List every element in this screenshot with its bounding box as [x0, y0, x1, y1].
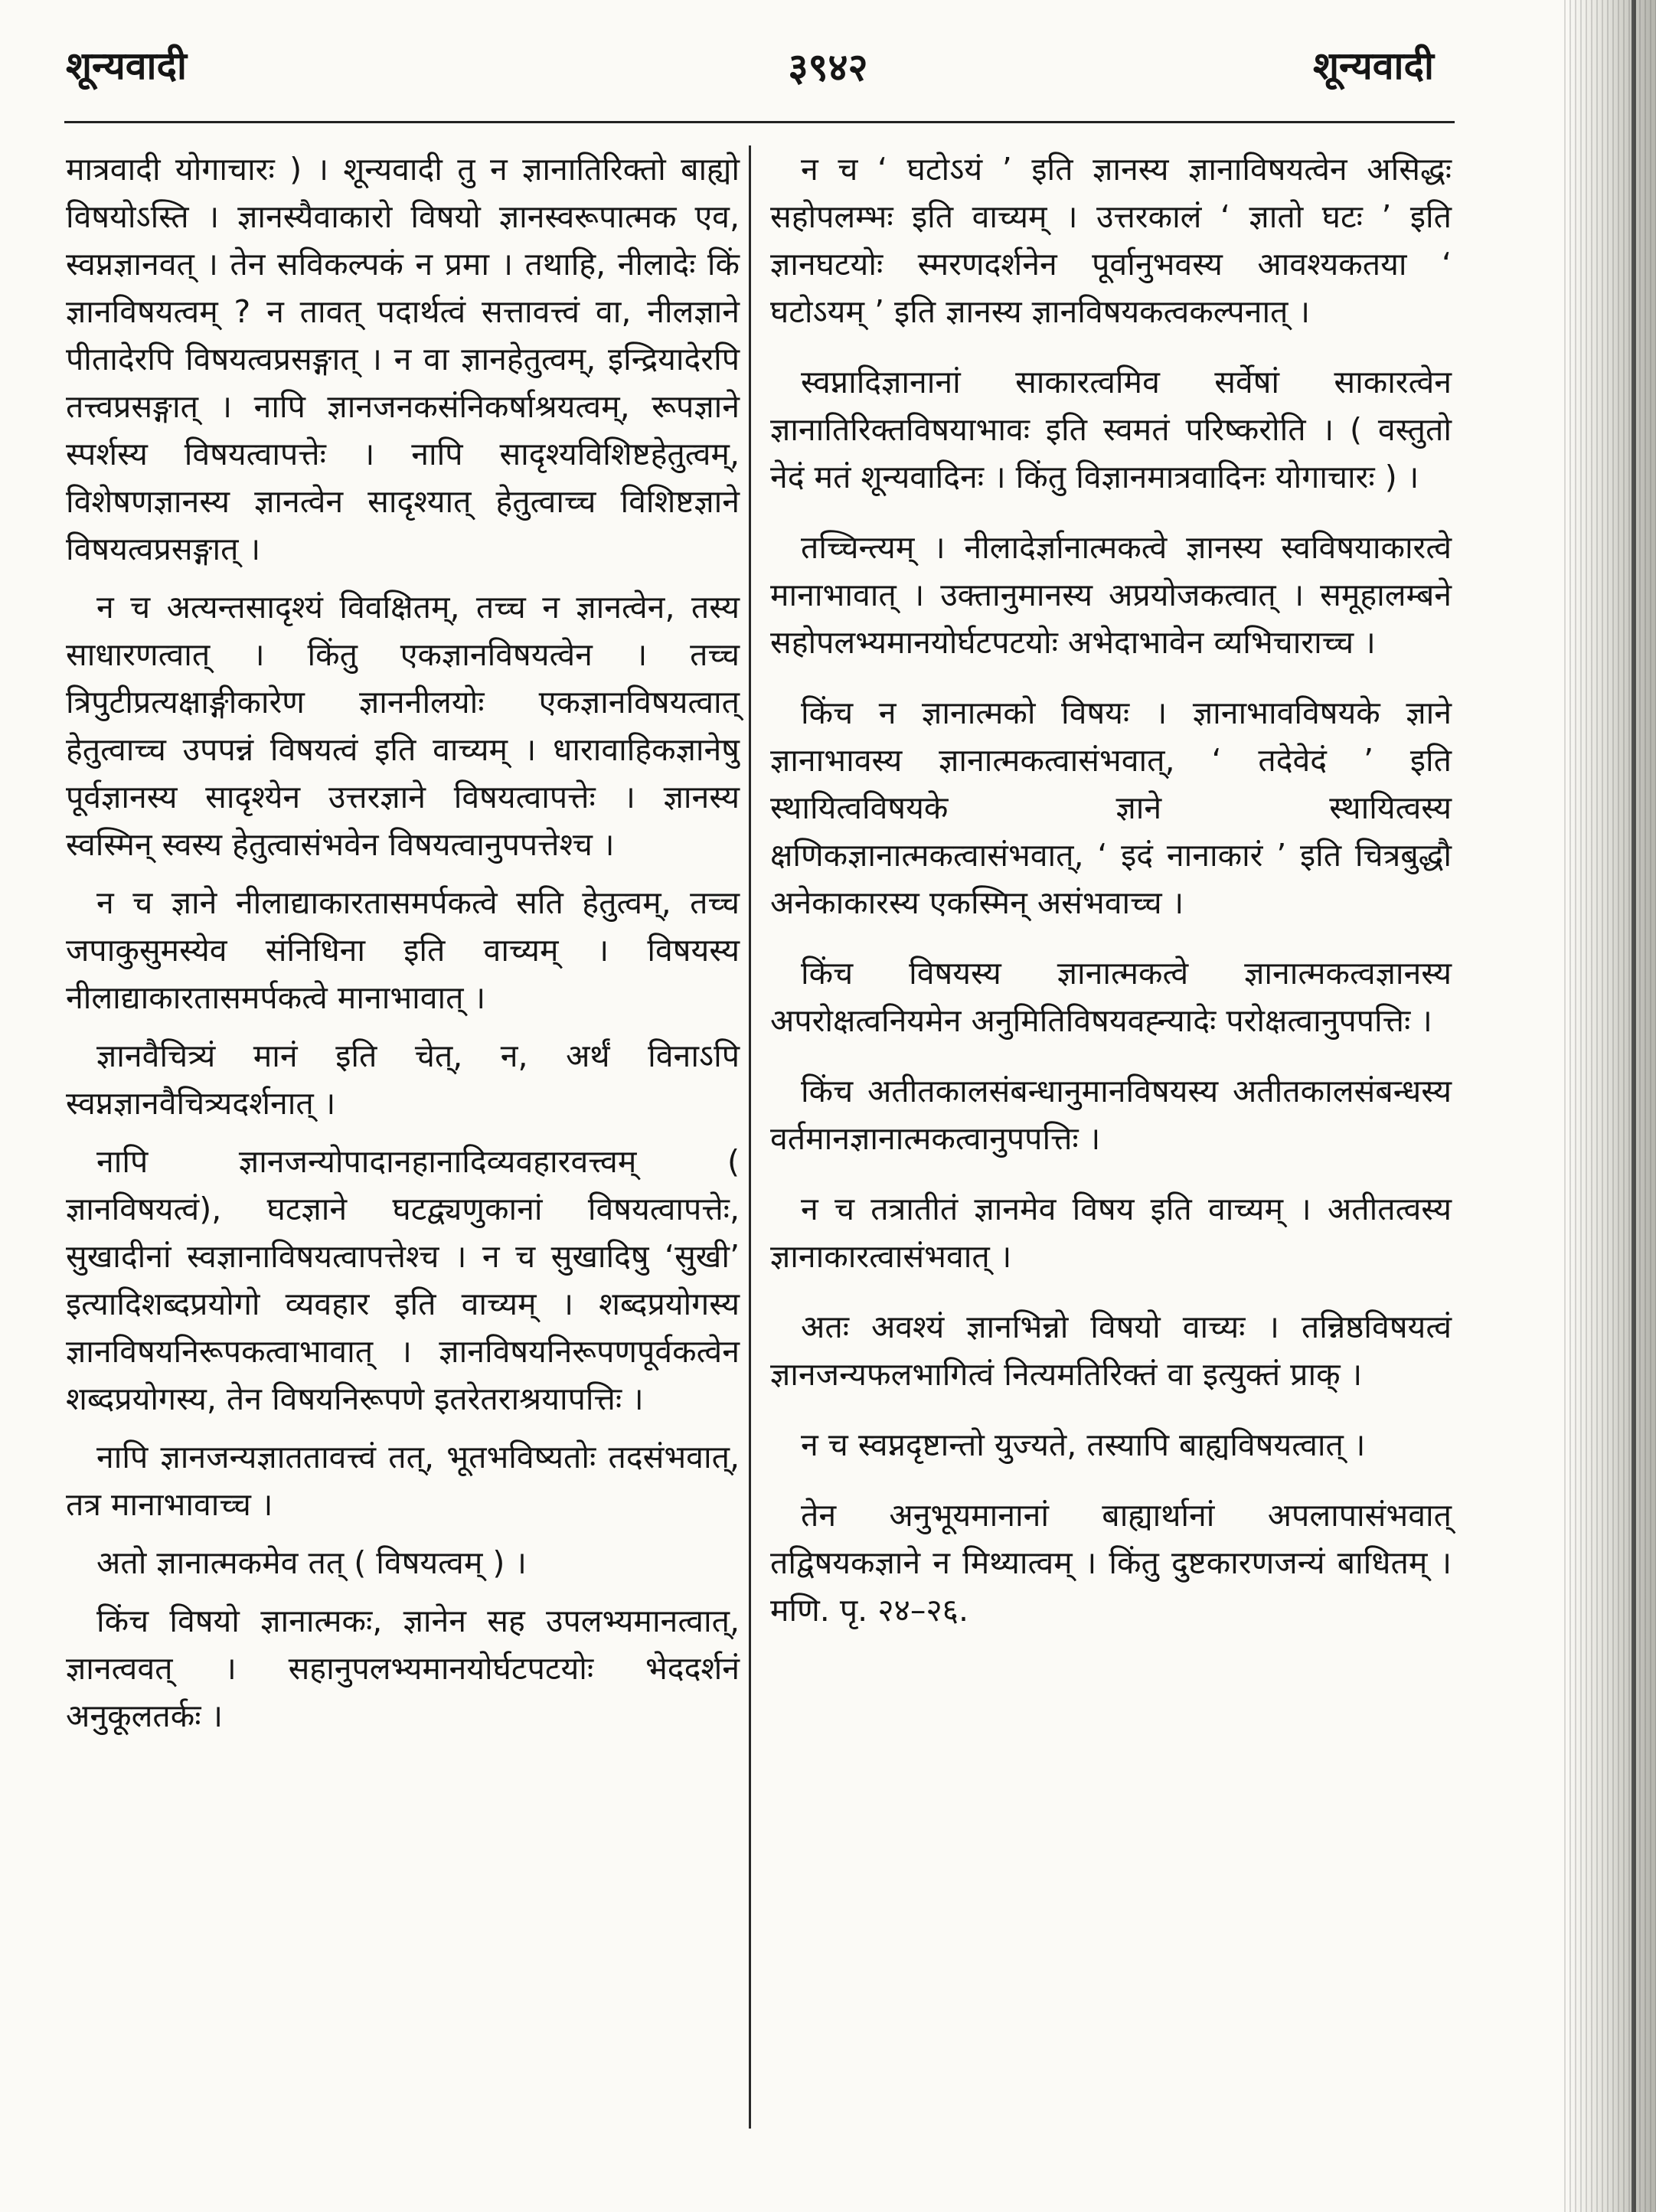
right-paragraph: तच्चिन्त्यम् । नीलादेर्ज्ञानात्मकत्वे ज्ञानस्य स्वविषयाकारत्वे मानाभावात् । उक्तानुमानस्य अप्रयोजकत्वात् । समूहालम्बने सहोपलभ्यमानयोर्घटपटयोः अभेदाभावेन व्यभिचाराच्च । [770, 529, 1452, 661]
right-paragraph: किंच अतीतकालसंबन्धानुमानविषयस्य अतीतकालसंबन्धस्य वर्तमानज्ञानात्मकत्वानुपपत्तिः । [770, 1073, 1452, 1157]
right-paragraph: किंच विषयस्य ज्ञानात्मकत्वे ज्ञानात्मकत्वज्ञानस्य अपरोक्षत्वनियमेन अनुमितिविषयवह्न्यादेः परोक्षत्वानुपपत्तिः । [770, 955, 1452, 1039]
left-paragraph: अतो ज्ञानात्मकमेव तत् ( विषयत्वम् ) । [96, 1544, 527, 1581]
left-paragraph: नापि ज्ञानजन्यज्ञाततावत्त्वं तत्, भूतभविष्यतोः तदसंभवात्, तत्र मानाभावाच्च । [66, 1439, 740, 1523]
right-paragraph: किंच न ज्ञानात्मको विषयः । ज्ञानाभावविषयके ज्ञाने ज्ञानाभावस्य ज्ञानात्मकत्वासंभवात्, ‘ तदेवेदं ’ इति स्थायित्वविषयके ज्ञाने स्थायित्वस्य क्षणिकज्ञानात्मकत्वासंभवात्, ‘ इदं नानाकारं ’ इति चित्रबुद्धौ अनेकाकारस्य एकस्मिन् असंभवाच्च । [770, 694, 1452, 921]
running-head-right: शून्यवादी [1313, 44, 1434, 88]
running-head-left: शून्यवादी [66, 44, 187, 88]
right-column [770, 145, 1452, 1657]
column-divider [749, 145, 751, 2129]
right-paragraph: न च ‘ घटोऽयं ’ इति ज्ञानस्य ज्ञानाविषयत्वेन असिद्धः सहोपलम्भः इति वाच्यम् । उत्तरकालं ‘ ज्ञातो घटः ’ इति ज्ञानघटयोः स्मरणदर्शनेन पूर्वानुभवस्य आवश्यकतया ‘ घटोऽयम् ’ इति ज्ञानस्य ज्ञानविषयकत्वकल्पनात् । [770, 151, 1452, 330]
scan-edge-shadow [1564, 0, 1656, 2212]
left-paragraph: मात्रवादी योगाचारः ) । शून्यवादी तु न ज्ञानातिरिक्तो बाह्यो विषयोऽस्ति । ज्ञानस्यैवाकारो विषयो ज्ञानस्वरूपात्मक एव, स्वप्नज्ञानवत् । तेन सविकल्पकं न प्रमा । तथाहि, नीलादेः किं ज्ञानविषयत्वम् ? न तावत् पदार्थत्वं सत्तावत्त्वं वा, नीलज्ञाने पीतादेरपि विषयत्वप्रसङ्गात् । न वा ज्ञानहेतुत्वम्, इन्द्रियादेरपि तत्त्वप्रसङ्गात् । नापि ज्ञानजनकसंनिकर्षाश्रयत्वम्, रूपज्ञाने स्पर्शस्य विषयत्वापत्तेः । नापि सादृश्यविशिष्टहेतुत्वम्, विशेषणज्ञानस्य ज्ञानत्वेन सादृश्यात् हेतुत्वाच्च विशिष्टज्ञाने विषयत्वप्रसङ्गात् । [66, 151, 740, 567]
right-paragraph: न च तत्रातीतं ज्ञानमेव विषय इति वाच्यम् । अतीतत्वस्य ज्ञानाकारत्वासंभवात् । [770, 1191, 1452, 1275]
left-paragraph: ज्ञानवैचित्र्यं मानं इति चेत्, न, अर्थं विनाऽपि स्वप्नज्ञानवैचित्र्यदर्शनात् । [66, 1037, 740, 1122]
right-paragraph: स्वप्नादिज्ञानानां साकारत्वमिव सर्वेषां साकारत्वेन ज्ञानातिरिक्तविषयाभावः इति स्वमतं परिष्करोति । ( वस्तुतो नेदं मतं शून्यवादिनः । किंतु विज्ञानमात्रवादिनः योगाचारः ) । [770, 364, 1452, 495]
left-paragraph: नापि ज्ञानजन्योपादानहानादिव्यवहारवत्त्वम् ( ज्ञानविषयत्वं), घटज्ञाने घटद्व्यणुकानां विषयत्वापत्तेः, सुखादीनां स्वज्ञानाविषयत्वापत्तेश्च । न च सुखादिषु ‘सुखी’ इत्यादिशब्दप्रयोगो व्यवहार इति वाच्यम् । शब्दप्रयोगस्य ज्ञानविषयनिरूपकत्वाभावात् । ज्ञानविषयनिरूपणपूर्वकत्वेन शब्दप्रयोगस्य, तेन विषयनिरूपणे इतरेतराश्रयापत्तिः । [66, 1143, 740, 1417]
scan-binding-line [1632, 0, 1636, 2212]
right-paragraph: अतः अवश्यं ज्ञानभिन्नो विषयो वाच्यः । तन्निष्ठविषयत्वं ज्ञानजन्यफलभागित्वं नित्यमतिरिक्तं वा इत्युक्तं प्राक् । [770, 1309, 1452, 1393]
header-rule [64, 121, 1455, 123]
right-paragraph: तेन अनुभूयमानानां बाह्यार्थानां अपलापासंभवात् तद्विषयकज्ञाने न मिथ्यात्वम् । किंतु दुष्टकारणजन्यं बाधितम् । मणि. पृ. २४–२६. [770, 1497, 1452, 1629]
right-paragraph: न च स्वप्नदृष्टान्तो युज्यते, तस्यापि बाह्यविषयत्वात् । [801, 1426, 1366, 1463]
page-number: ३९४२ [788, 45, 868, 90]
left-paragraph: न च ज्ञाने नीलाद्याकारतासमर्पकत्वे सति हेतुत्वम्, तच्च जपाकुसुमस्येव संनिधिना इति वाच्यम् । विषयस्य नीलाद्याकारतासमर्पकत्वे मानाभावात् । [66, 884, 740, 1016]
left-paragraph: न च अत्यन्तसादृश्यं विवक्षितम्, तच्च न ज्ञानत्वेन, तस्य साधारणत्वात् । किंतु एकज्ञानविषयत्वेन । तच्च त्रिपुटीप्रत्यक्षाङ्गीकारेण ज्ञाननीलयोः एकज्ञानविषयत्वात् हेतुत्वाच्च उपपन्नं विषयत्वं इति वाच्यम् । धारावाहिकज्ञानेषु पूर्वज्ञानस्य सादृश्येन उत्तरज्ञाने विषयत्वापत्तेः । ज्ञानस्य स्वस्मिन् स्वस्य हेतुत्वासंभवेन विषयत्वानुपपत्तेश्च । [66, 589, 740, 863]
left-column [66, 145, 740, 1750]
left-paragraph: किंच विषयो ज्ञानात्मकः, ज्ञानेन सह उपलभ्यमानत्वात्, ज्ञानत्ववत् । सहानुपलभ्यमानयोर्घटपटयोः भेददर्शनं अनुकूलतर्कः । [66, 1603, 740, 1734]
